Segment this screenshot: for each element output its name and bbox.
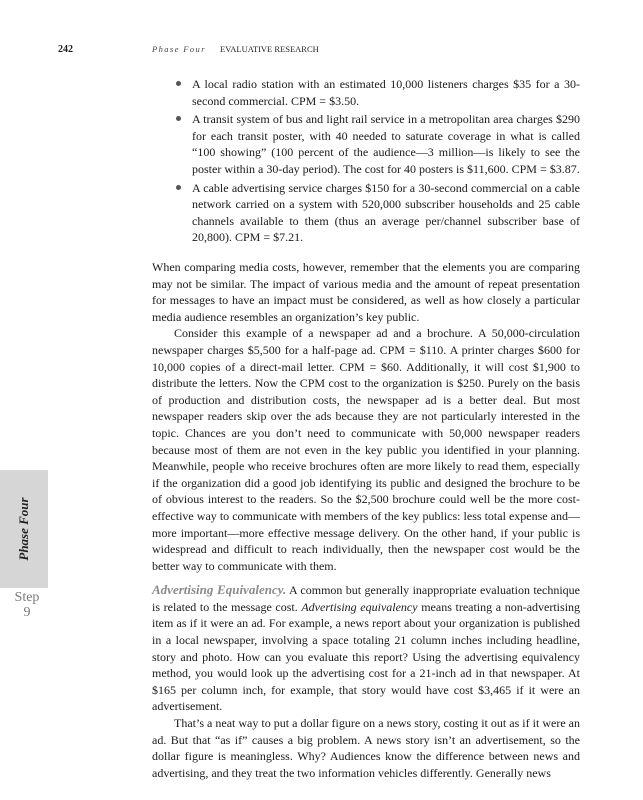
section-heading: Advertising Equivalency. bbox=[152, 582, 287, 598]
paragraph-media-costs: When comparing media costs, however, remember that the elements you are comparing may not be similar. The impact of various media and the amount of repeat presentation for messages to have an impact must be considered, as well as how closely a particular media audience resembles an organization’s key public. bbox=[152, 260, 580, 324]
bullet-icon bbox=[176, 185, 181, 190]
list-item-text: A transit system of bus and light rail service in a metropolitan area charges $290 for each transit poster, with 40 needed to saturate coverage in what is called “100 showing” (100 percent of the audience—3 million—is likely to see the poster within a 30-day period). The cost for 40 posters is $11,600. CPM = $3.87. bbox=[192, 112, 580, 176]
bullet-icon bbox=[176, 116, 181, 121]
bullet-icon bbox=[176, 81, 181, 86]
step-indicator bbox=[8, 590, 46, 620]
paragraph-newspaper-example: Consider this example of a newspaper ad and a brochure. A 50,000-circulation newspaper charges $5,500 for a half-page ad. CPM = $110. A printer charges $600 for 10,000 copies of a direct-mail letter. CPM = $60. Additionally, it will cost $1,900 to distribute the letters. Now the CPM cost to the organization is $250. Purely on the basis of production and distribution costs, the newspaper ad is a better deal. But most newspaper readers skip over the ads because they are not particularly interested in the topic. Chances are you don’t need to communicate with 50,000 newspaper readers because most of them are not even in the key public you identified in your planning. Meanwhile, people who receive brochures often are more likely to read them, especially if the organization did a good job identifying its public and designed the brochure to be of obvious interest to the readers. So the $2,500 brochure could well be the more cost-effective way to communicate with members of the key publics: less total expense and—more important—more effective message delivery. On the other hand, if your public is widespread and difficult to reach individually, then the newspaper cost would be the better way to communicate with them. bbox=[152, 326, 580, 573]
cpm-example-list bbox=[176, 76, 580, 248]
step-number: 9 bbox=[23, 605, 31, 620]
body-text bbox=[152, 259, 580, 781]
paragraph-dollar-figure: That’s a neat way to put a dollar figure on a news story, costing it out as if it were an ad. But that “as if” causes a big problem. A news story isn’t an advertisement, so the dollar figure is meaningless. Why? Audiences know the difference between news and advertising, and they treat the two information vehicles differently. Generally news bbox=[152, 716, 580, 780]
list-item-text: A cable advertising service charges $150 for a 30-second commercial on a cable network carried on a system with 520,000 subscriber households and 25 cable channels available to them (thus an average per/channel subscriber base of 20,800). CPM = $7.21. bbox=[192, 180, 580, 245]
list-item bbox=[176, 111, 580, 177]
paragraph-advertising-equivalency bbox=[152, 582, 580, 715]
list-item bbox=[176, 180, 580, 246]
step-label: Step bbox=[14, 590, 40, 605]
paragraph-text: A common but generally inappropriate evaluation technique is related to the message cost. bbox=[152, 583, 580, 614]
running-head-phase: Phase Four bbox=[152, 44, 206, 54]
running-head-section: EVALUATIVE RESEARCH bbox=[220, 44, 319, 54]
term-emphasis: Advertising equivalency bbox=[301, 599, 418, 614]
list-item bbox=[176, 76, 580, 109]
side-tab-label: Phase Four bbox=[16, 497, 31, 561]
paragraph-text: means treating a non-advertising item as if it were an ad. For example, a news report about your organization is published in a local newspaper, involving a space totaling 21 column inches including headline, story and photo. How can you evaluate this report? Using the advertising equivalency method, you would look up the advertising cost for a 21-inch ad in that newspaper. At $165 per column inch, for example, that story would have cost $3,465 if it were an advertisement. bbox=[152, 599, 581, 714]
page-number: 242 bbox=[58, 44, 73, 55]
list-item-text: A local radio station with an estimated 10,000 listeners charges $35 for a 30-second commercial. CPM = $3.50. bbox=[192, 77, 580, 108]
